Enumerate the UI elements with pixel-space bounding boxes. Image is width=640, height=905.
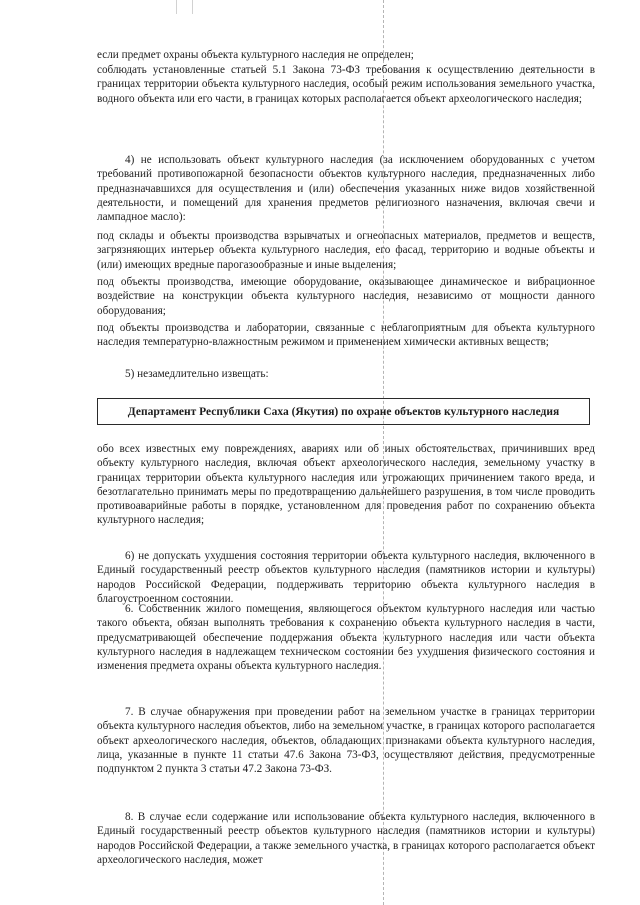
scan-mark [192, 0, 193, 14]
scan-mark [176, 0, 177, 14]
paragraph-item-6: 6) не допускать ухудшения состояния территории объекта культурного наследия, включенного в Единый государственный реестр объектов культурного наследия (памятников истории и культуры) народов Российской Федерации, поддерживать территорию объекта культурного наследия в благоустроенном состоянии. [97, 550, 595, 605]
paragraph-section-8: 8. В случае если содержание или использование объекта культурного наследия, включенного в Единый государственный реестр объектов культурного наследия (памятников истории и культуры) народов Российской Федерации, а также земельного участка, в границах которого располагается объект археологического наследия, может [97, 811, 595, 866]
paragraph-section-6: 6. Собственник жилого помещения, являющегося объектом культурного наследия или частью такого объекта, обязан выполнять требования к сохранению объекта культурного наследия в части, предусматривающей обеспечение поддержания объекта культурного наследия или части объекта культурного наследия в надлежащем техническом состоянии без ухудшения физического состояния и изменения предмета охраны объекта культурного наследия. [97, 603, 595, 673]
department-title: Департамент Республики Саха (Якутия) по охране объектов культурного наследия [127, 405, 560, 418]
paragraph-notification: обо всех известных ему повреждениях, авариях или об иных обстоятельствах, причинивших вред объекту культурного наследия, включая объект археологического наследия, земельному участку в границах территории объекта культурного наследия или угрожающих причинением такого вреда, и безотлагательно принимать меры по предотвращению дальнейшего разрушения, в том числе проводить противоаварийные работы в порядке, установленном для проведения работ по сохранению объекта культурного наследия; [97, 443, 595, 527]
paragraph-item-5: 5) незамедлительно извещать: [125, 368, 269, 380]
paragraph-warehouses: под склады и объекты производства взрывчатых и огнеопасных материалов, предметов и веществ, загрязняющих интерьер объекта культурного наследия, его фасад, территорию и водные объекты и (или) имеющих вредные парогазообразные и иные выделения; [97, 230, 595, 271]
department-stamp-box [97, 398, 590, 425]
paragraph-requirements: соблюдать установленные статьей 5.1 Закона 73-ФЗ требования к осуществлению деятельности в границах территории объекта культурного наследия, особый режим использования земельного участка, водного объекта или его части, в границах которых располагается объект археологического наследия; [97, 64, 595, 105]
paragraph-section-7: 7. В случае обнаружения при проведении работ на земельном участке в границах территории объекта культурного наследия объектов, либо на земельном участке, в границах которого располагается объект археологического наследия, объектов, обладающих признаками объекта культурного наследия, лица, указанные в пункте 11 статьи 47.6 Закона 73-ФЗ, осуществляют действия, предусмотренные подпунктом 2 пункта 3 статьи 47.2 Закона 73-ФЗ. [97, 706, 595, 776]
paragraph-laboratories: под объекты производства и лаборатории, связанные с неблагоприятным для объекта культурного наследия температурно-влажностным режимом и применением химически активных веществ; [97, 322, 595, 349]
paragraph-unset-subject: если предмет охраны объекта культурного наследия не определен; [97, 49, 414, 61]
paragraph-equipment: под объекты производства, имеющие оборудование, оказывающее динамическое и вибрационное воздействие на конструкции объекта культурного наследия, независимо от мощности данного оборудования; [97, 276, 595, 317]
paragraph-item-4: 4) не использовать объект культурного наследия (за исключением оборудованных с учетом требований противопожарной безопасности объектов культурного наследия, предназначенных либо предназначавшихся для осуществления и (или) обеспечения указанных ниже видов хозяйственной деятельности, и помещений для хранения предметов религиозного назначения, включая свечи и лампадное масло): [97, 154, 595, 224]
